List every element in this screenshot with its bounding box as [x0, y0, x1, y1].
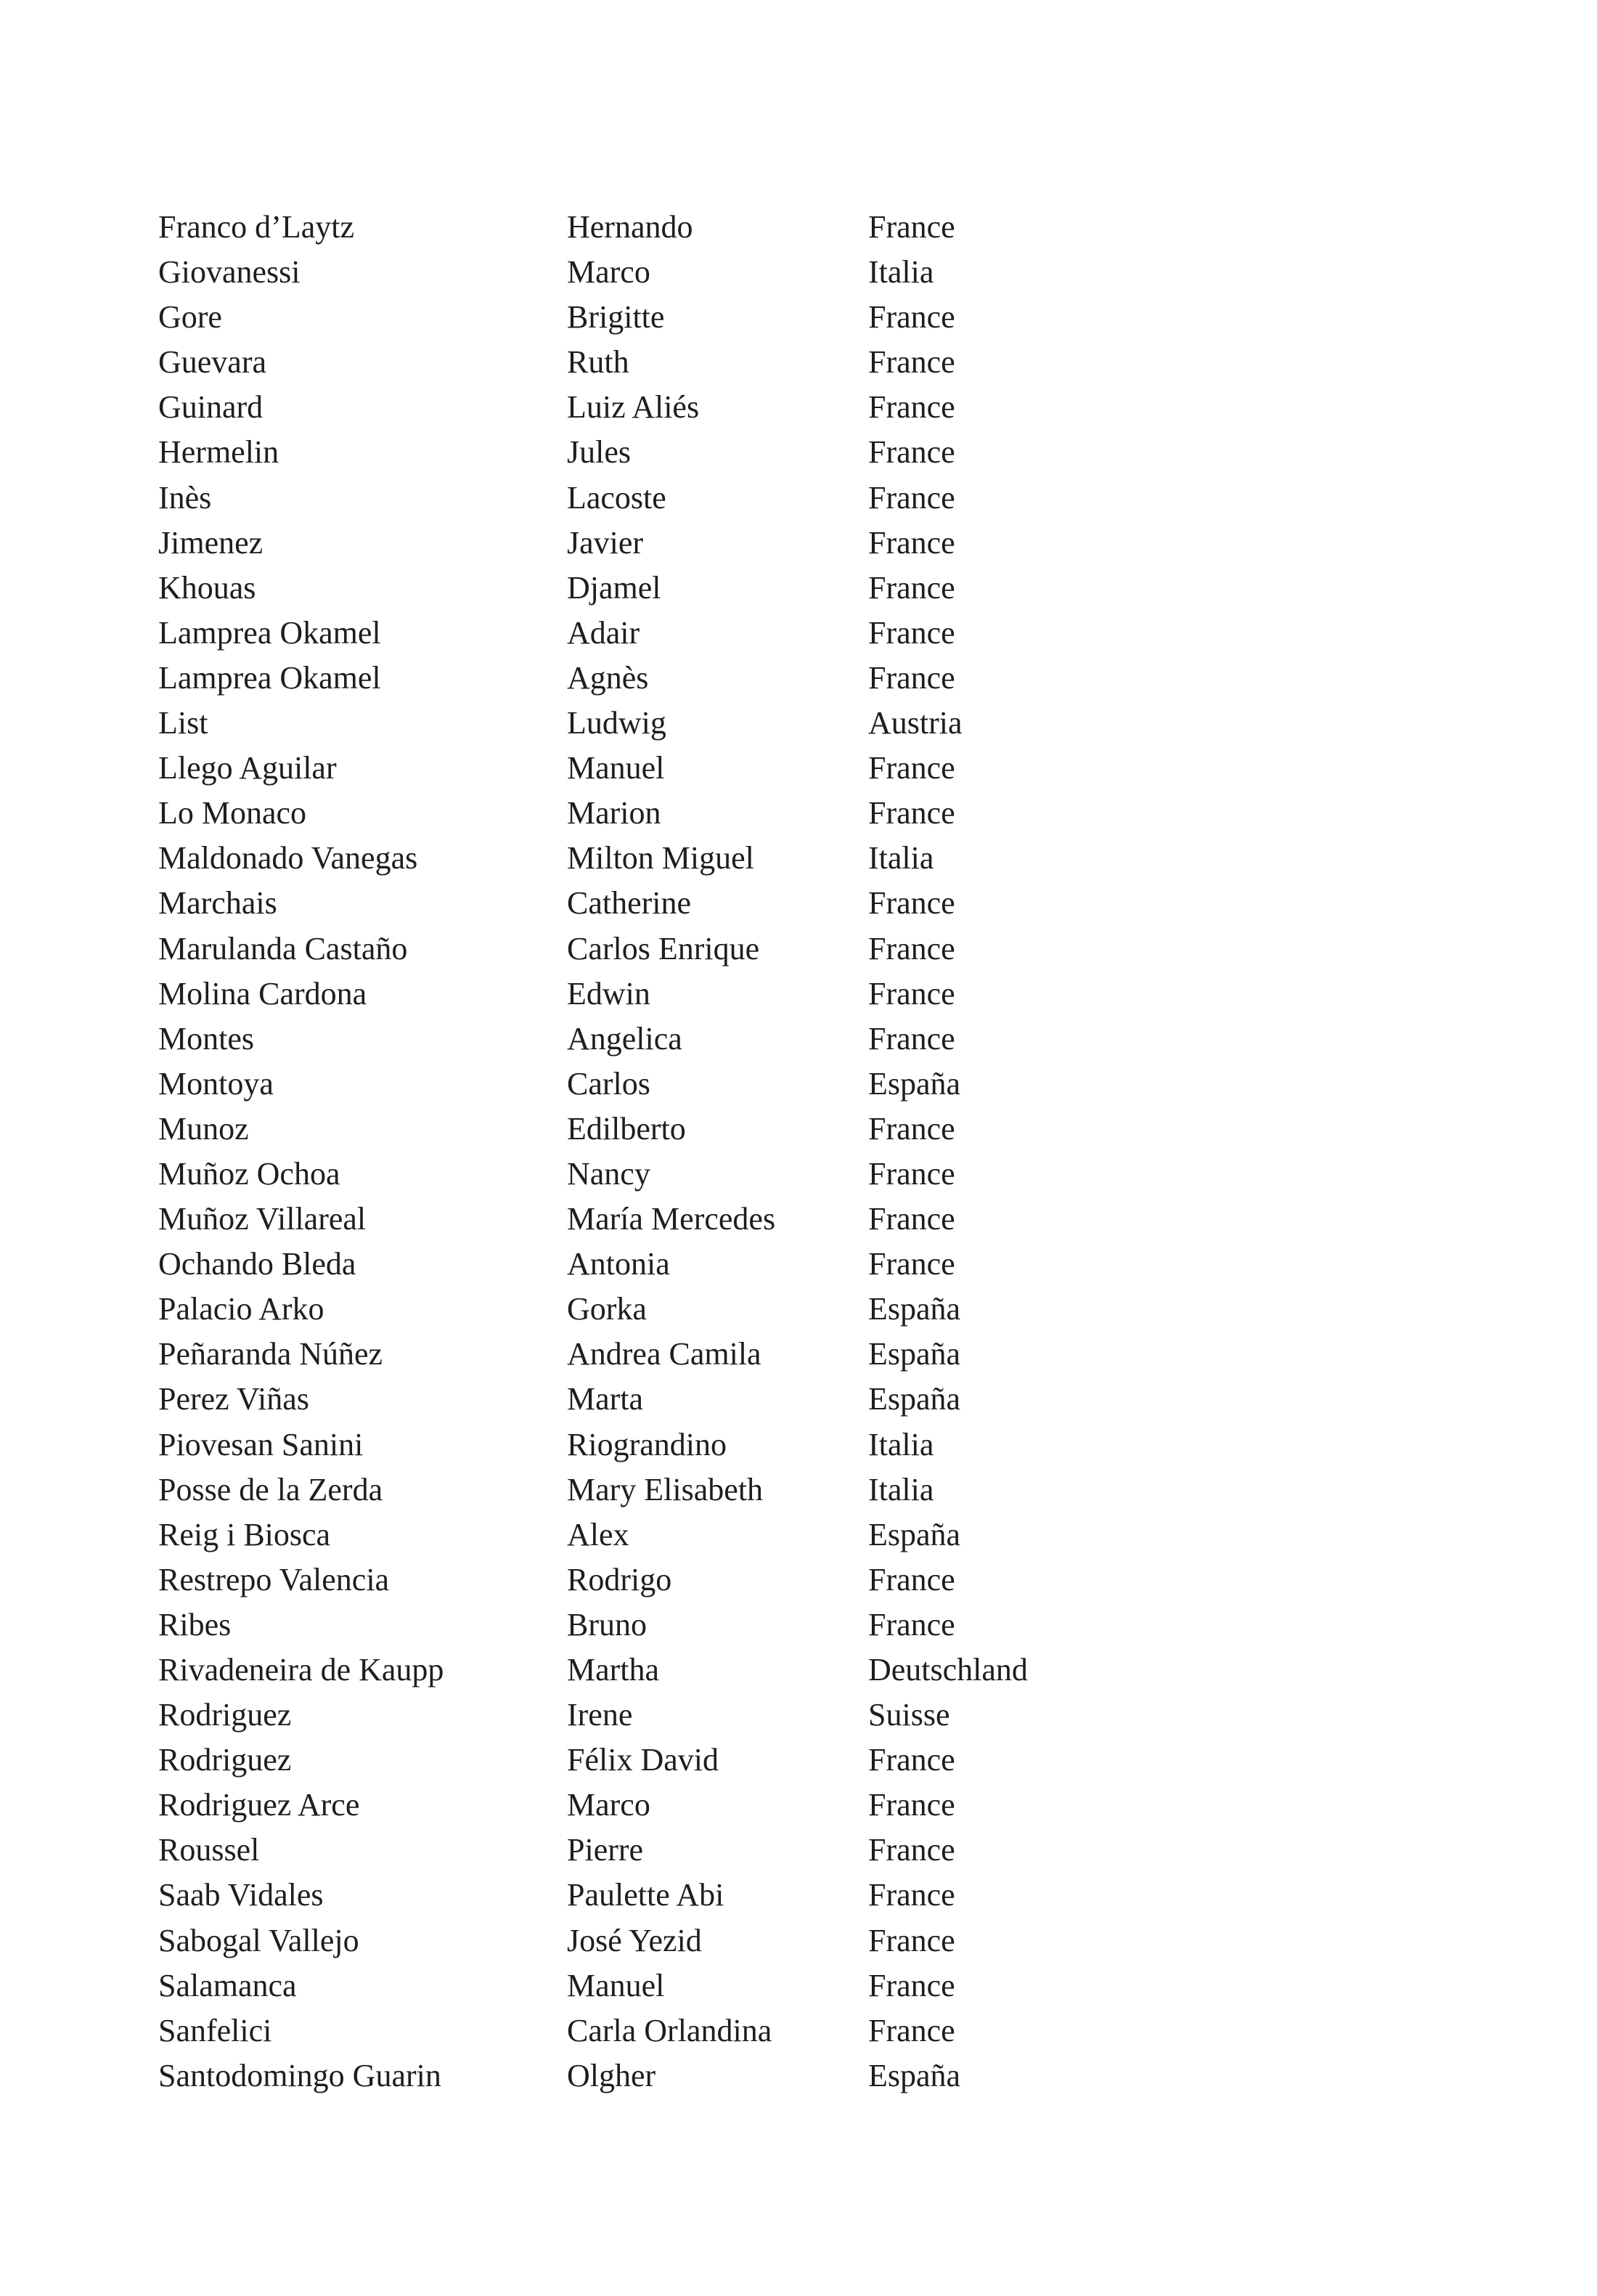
surname-cell: Rodriguez — [158, 1697, 292, 1733]
given-name-cell: Manuel — [567, 1967, 665, 2003]
list-item — [158, 2008, 1247, 2053]
country-cell: France — [868, 389, 955, 426]
given-name-cell: Javier — [567, 524, 644, 561]
surname-cell: Inès — [158, 479, 212, 516]
list-item — [158, 1648, 1247, 1693]
surname-cell: Guinard — [158, 389, 264, 426]
surname-cell: Salamanca — [158, 1967, 297, 2003]
country-cell: France — [868, 1967, 955, 2003]
country-cell: France — [868, 1246, 955, 1282]
list-item — [158, 791, 1247, 836]
country-cell: Italia — [868, 840, 934, 876]
list-item — [158, 1422, 1247, 1467]
country-cell: France — [868, 1606, 955, 1642]
list-item — [158, 1603, 1247, 1648]
country-cell: Italia — [868, 1471, 934, 1507]
given-name-cell: Manuel — [567, 750, 665, 786]
surname-cell: Ochando Bleda — [158, 1246, 356, 1282]
given-name-cell: Ruth — [567, 344, 629, 380]
surname-cell: Sanfelici — [158, 2012, 272, 2048]
country-cell: France — [868, 344, 955, 380]
surname-cell: Khouas — [158, 569, 256, 606]
surname-cell: Franco d’Laytz — [158, 209, 354, 245]
surname-cell: Marchais — [158, 885, 277, 921]
list-item — [158, 1287, 1247, 1332]
list-item — [158, 1558, 1247, 1603]
surname-cell: Hermelin — [158, 434, 279, 471]
surname-cell: Gore — [158, 299, 222, 335]
list-item — [158, 1197, 1247, 1242]
country-cell: France — [868, 524, 955, 561]
country-cell: France — [868, 1155, 955, 1192]
given-name-cell: Ludwig — [567, 705, 666, 741]
list-item — [158, 521, 1247, 566]
list-item — [158, 340, 1247, 385]
given-name-cell: Bruno — [567, 1606, 647, 1642]
given-name-cell: Edilberto — [567, 1110, 686, 1147]
list-item — [158, 295, 1247, 340]
given-name-cell: Marco — [567, 1787, 650, 1823]
given-name-cell: Carla Orlandina — [567, 2012, 772, 2048]
country-cell: France — [868, 1110, 955, 1147]
surname-cell: Rivadeneira de Kaupp — [158, 1652, 444, 1688]
given-name-cell: Paulette Abi — [567, 1877, 724, 1913]
surname-cell: Reig i Biosca — [158, 1516, 331, 1552]
list-item — [158, 656, 1247, 701]
country-cell: France — [868, 434, 955, 471]
country-cell: France — [868, 750, 955, 786]
given-name-cell: Félix David — [567, 1742, 719, 1778]
country-cell: France — [868, 1742, 955, 1778]
country-cell: España — [868, 1065, 961, 1102]
country-cell: France — [868, 2012, 955, 2048]
given-name-cell: Carlos — [567, 1065, 650, 1102]
country-cell: France — [868, 1561, 955, 1597]
given-name-cell: Mary Elisabeth — [567, 1471, 764, 1507]
given-name-cell: Angelica — [567, 1020, 682, 1057]
country-cell: France — [868, 1877, 955, 1913]
given-name-cell: Catherine — [567, 885, 692, 921]
surname-cell: List — [158, 705, 208, 741]
given-name-cell: Nancy — [567, 1155, 650, 1192]
country-cell: France — [868, 975, 955, 1011]
surname-cell: Guevara — [158, 344, 267, 380]
list-item — [158, 476, 1247, 521]
list-item — [158, 611, 1247, 656]
country-cell: France — [868, 569, 955, 606]
country-cell: Suisse — [868, 1697, 950, 1733]
list-item — [158, 205, 1247, 250]
surname-cell: Peñaranda Núñez — [158, 1336, 383, 1372]
list-item — [158, 1107, 1247, 1152]
list-item — [158, 1738, 1247, 1783]
list-item — [158, 1062, 1247, 1107]
country-cell: France — [868, 659, 955, 696]
list-item — [158, 1513, 1247, 1558]
surname-cell: Giovanessi — [158, 254, 301, 290]
surname-cell: Muñoz Villareal — [158, 1201, 367, 1237]
country-cell: France — [868, 299, 955, 335]
given-name-cell: Brigitte — [567, 299, 665, 335]
given-name-cell: Lacoste — [567, 479, 666, 516]
country-cell: Italia — [868, 254, 934, 290]
list-item — [158, 1918, 1247, 1963]
given-name-cell: Pierre — [567, 1832, 644, 1868]
country-cell: España — [868, 1516, 961, 1552]
country-cell: France — [868, 479, 955, 516]
given-name-cell: José Yezid — [567, 1922, 702, 1958]
list-item — [158, 972, 1247, 1017]
name-list — [158, 205, 1247, 2098]
country-cell: France — [868, 1787, 955, 1823]
list-item — [158, 1693, 1247, 1738]
given-name-cell: Carlos Enrique — [567, 930, 760, 966]
country-cell: France — [868, 1832, 955, 1868]
country-cell: Italia — [868, 1426, 934, 1462]
surname-cell: Maldonado Vanegas — [158, 840, 418, 876]
surname-cell: Munoz — [158, 1110, 249, 1147]
surname-cell: Jimenez — [158, 524, 264, 561]
surname-cell: Restrepo Valencia — [158, 1561, 390, 1597]
country-cell: Austria — [868, 705, 963, 741]
list-item — [158, 746, 1247, 791]
given-name-cell: Jules — [567, 434, 631, 471]
country-cell: España — [868, 2057, 961, 2093]
list-item — [158, 385, 1247, 430]
surname-cell: Sabogal Vallejo — [158, 1922, 359, 1958]
given-name-cell: Djamel — [567, 569, 661, 606]
given-name-cell: Milton Miguel — [567, 840, 754, 876]
list-item — [158, 1332, 1247, 1377]
surname-cell: Montes — [158, 1020, 254, 1057]
country-cell: France — [868, 930, 955, 966]
list-item — [158, 1152, 1247, 1197]
surname-cell: Molina Cardona — [158, 975, 367, 1011]
surname-cell: Marulanda Castaño — [158, 930, 408, 966]
given-name-cell: Agnès — [567, 659, 649, 696]
surname-cell: Ribes — [158, 1606, 232, 1642]
list-item — [158, 1783, 1247, 1828]
country-cell: France — [868, 614, 955, 651]
surname-cell: Posse de la Zerda — [158, 1471, 383, 1507]
given-name-cell: Alex — [567, 1516, 629, 1552]
surname-cell: Palacio Arko — [158, 1291, 324, 1327]
given-name-cell: Luiz Aliés — [567, 389, 700, 426]
country-cell: France — [868, 795, 955, 831]
list-item — [158, 430, 1247, 475]
list-item — [158, 1377, 1247, 1422]
list-item — [158, 1873, 1247, 1918]
list-item — [158, 836, 1247, 881]
given-name-cell: Irene — [567, 1697, 633, 1733]
surname-cell: Saab Vidales — [158, 1877, 324, 1913]
surname-cell: Lamprea Okamel — [158, 614, 381, 651]
given-name-cell: Andrea Camila — [567, 1336, 761, 1372]
country-cell: España — [868, 1336, 961, 1372]
given-name-cell: Adair — [567, 614, 640, 651]
list-item — [158, 1017, 1247, 1062]
country-cell: France — [868, 1020, 955, 1057]
list-item — [158, 881, 1247, 926]
list-item — [158, 1963, 1247, 2008]
surname-cell: Montoya — [158, 1065, 274, 1102]
list-item — [158, 1467, 1247, 1513]
given-name-cell: Gorka — [567, 1291, 647, 1327]
surname-cell: Lo Monaco — [158, 795, 307, 831]
given-name-cell: María Mercedes — [567, 1201, 776, 1237]
surname-cell: Perez Viñas — [158, 1381, 309, 1417]
country-cell: España — [868, 1291, 961, 1327]
given-name-cell: Marion — [567, 795, 661, 831]
surname-cell: Roussel — [158, 1832, 260, 1868]
surname-cell: Lamprea Okamel — [158, 659, 381, 696]
country-cell: Deutschland — [868, 1652, 1028, 1688]
country-cell: France — [868, 1201, 955, 1237]
country-cell: France — [868, 209, 955, 245]
list-item — [158, 2053, 1247, 2098]
surname-cell: Llego Aguilar — [158, 750, 337, 786]
list-item — [158, 1242, 1247, 1287]
given-name-cell: Hernando — [567, 209, 693, 245]
given-name-cell: Martha — [567, 1652, 660, 1688]
country-cell: France — [868, 1922, 955, 1958]
given-name-cell: Edwin — [567, 975, 650, 1011]
list-item — [158, 566, 1247, 611]
given-name-cell: Marta — [567, 1381, 644, 1417]
given-name-cell: Marco — [567, 254, 650, 290]
surname-cell: Santodomingo Guarin — [158, 2057, 441, 2093]
list-item — [158, 250, 1247, 295]
country-cell: España — [868, 1381, 961, 1417]
given-name-cell: Rodrigo — [567, 1561, 672, 1597]
surname-cell: Rodriguez — [158, 1742, 292, 1778]
given-name-cell: Riograndino — [567, 1426, 727, 1462]
surname-cell: Rodriguez Arce — [158, 1787, 360, 1823]
surname-cell: Muñoz Ochoa — [158, 1155, 340, 1192]
given-name-cell: Antonia — [567, 1246, 670, 1282]
country-cell: France — [868, 885, 955, 921]
list-item — [158, 701, 1247, 746]
surname-cell: Piovesan Sanini — [158, 1426, 364, 1462]
given-name-cell: Olgher — [567, 2057, 656, 2093]
list-item — [158, 1828, 1247, 1873]
list-item — [158, 927, 1247, 972]
